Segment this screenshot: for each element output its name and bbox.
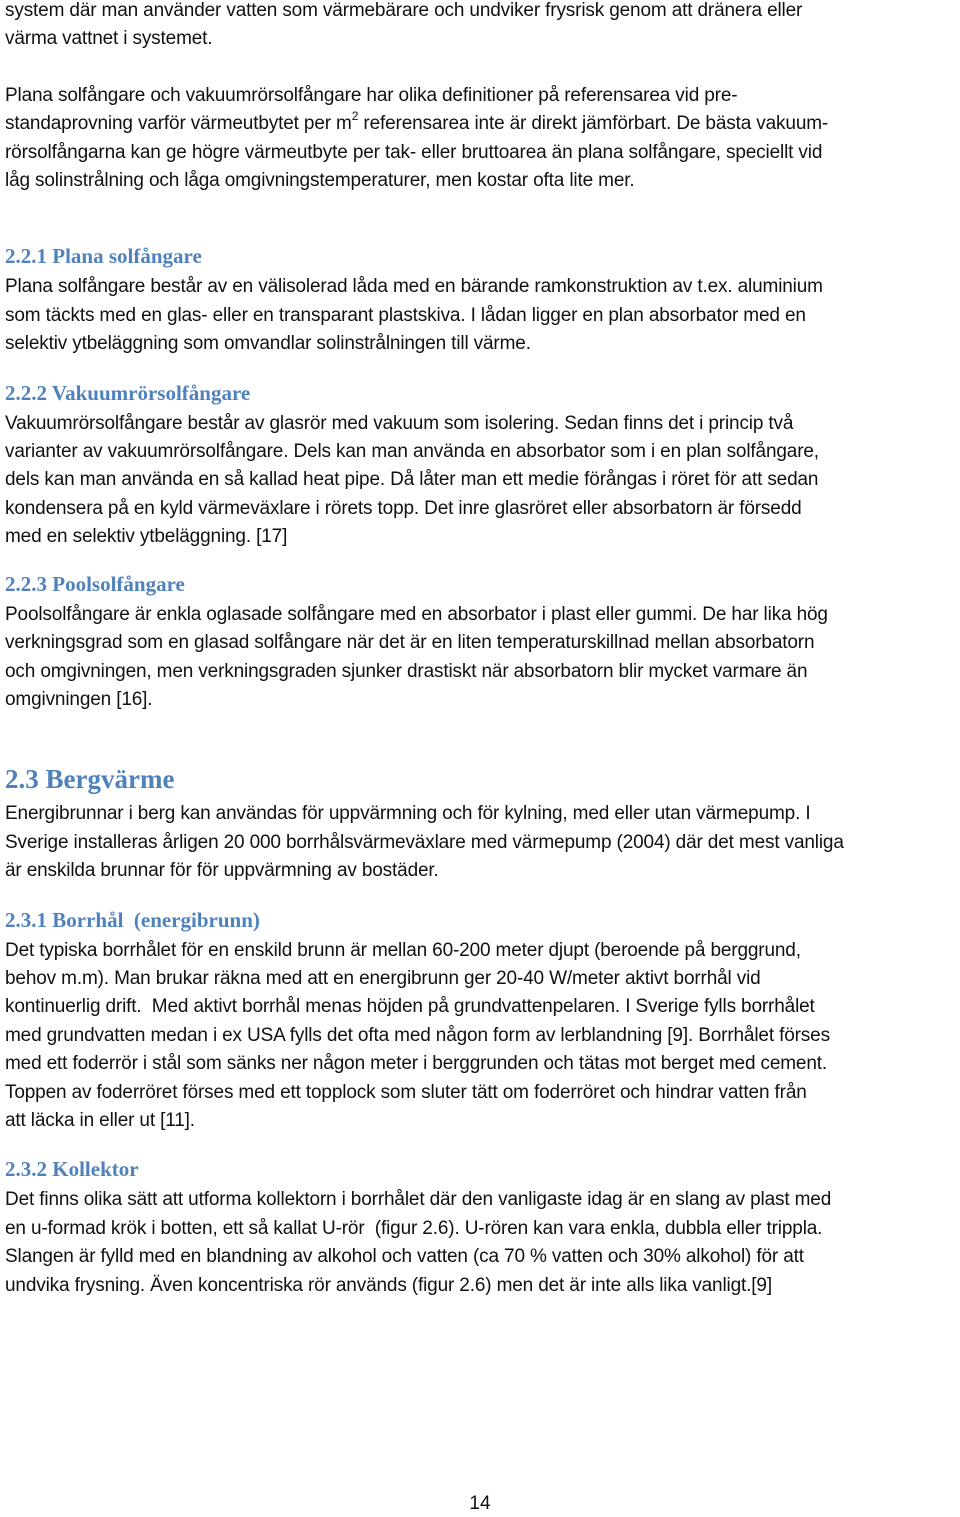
section-paragraph	[5, 601, 955, 715]
text-line: med grundvatten medan i ex USA fylls det ofta med någon form av lerblandning [9]. Borrhålet förses	[5, 1024, 830, 1046]
document-page	[5, 0, 955, 1300]
section-heading-2-3-1: 2.3.1 Borrhål (energibrunn)	[5, 907, 260, 932]
text-line: dels kan man använda en så kallad heat pipe. Då låter man ett medie förångas i röret för att sedan	[5, 469, 819, 491]
text-line: Energibrunnar i berg kan användas för uppvärmning och för kylning, med eller utan värmepump. I	[5, 803, 811, 825]
text-line: omgivningen [16].	[5, 688, 153, 710]
intro-paragraph-2	[5, 82, 955, 196]
section-heading-2-2-2: 2.2.2 Vakuumrörsolfångare	[5, 380, 251, 405]
text-line: med en selektiv ytbeläggning. [17]	[5, 526, 288, 548]
text-line: kondensera på en kyld värmeväxlare i rörets topp. Det inre glasröret eller absorbatorn är försedd	[5, 497, 802, 519]
text-line: Poolsolfångare är enkla oglasade solfångare med en absorbator i plast eller gummi. De har lika hög	[5, 603, 828, 625]
section-paragraph	[5, 273, 955, 358]
section-heading-2-3-2: 2.3.2 Kollektor	[5, 1157, 139, 1182]
text-line: Det finns olika sätt att utforma kollektorn i borrhålet där den vanligaste idag är en slang av plast med	[5, 1189, 832, 1211]
section-paragraph	[5, 410, 955, 552]
text-line: Vakuumrörsolfångare består av glasrör med vakuum som isolering. Sedan finns det i princip två	[5, 412, 794, 434]
section-paragraph	[5, 1186, 955, 1300]
text-line: system där man använder vatten som värmebärare och undviker frysrisk genom att dränera eller	[5, 0, 803, 21]
superscript: 2	[351, 108, 359, 123]
text-line: Slangen är fylld med en blandning av alkohol och vatten (ca 70 % vatten och 30% alkohol) för att	[5, 1246, 804, 1268]
text-line: Plana solfångare och vakuumrörsolfångare har olika definitioner på referensarea vid pre-	[5, 84, 738, 106]
text-line: låg solinstrålning och låga omgivningstemperaturer, men kostar ofta lite mer.	[5, 170, 635, 192]
page-number: 14	[469, 1493, 491, 1514]
section-paragraph	[5, 937, 955, 1136]
text-line: kontinuerlig drift. Med aktivt borrhål menas höjden på grundvattenpelaren. I Sverige fylls borrhålet	[5, 996, 815, 1018]
text-line: med ett foderrör i stål som sänks ner någon meter i berggrunden och tätas mot berget med cement.	[5, 1053, 828, 1075]
text-line: värma vattnet i systemet.	[5, 28, 213, 50]
section-heading-2-2-1: 2.2.1 Plana solfångare	[5, 244, 202, 269]
text-line: rörsolfångarna kan ge högre värmeutbyte per tak- eller bruttoarea än plana solfångare, speciellt vid	[5, 141, 823, 163]
text-line: selektiv ytbeläggning som omvandlar solinstrålningen till värme.	[5, 333, 531, 355]
section-paragraph	[5, 800, 955, 885]
text-line: Sverige installeras årligen 20 000 borrhålsvärmeväxlare med värmepump (2004) där det mest vanliga	[5, 831, 844, 853]
text-line: varianter av vakuumrörsolfångare. Dels kan man använda en absorbator som i en plan solfångare,	[5, 441, 819, 463]
text-line: behov m.m). Man brukar räkna med att en energibrunn ger 20-40 W/meter aktivt borrhål vid	[5, 967, 761, 989]
section-heading-2-3: 2.3 Bergvärme	[5, 764, 175, 795]
intro-paragraph-1	[5, 0, 955, 54]
text-line: att läcka in eller ut [11].	[5, 1109, 195, 1131]
text-line: som täckts med en glas- eller en transparant plastskiva. I lådan ligger en plan absorbator med en	[5, 304, 806, 326]
text-line: Toppen av foderröret förses med ett topplock som sluter tätt om foderröret och hindrar vatten från	[5, 1081, 807, 1103]
text-line: Plana solfångare består av en välisolerad låda med en bärande ramkonstruktion av t.ex. aluminium	[5, 276, 823, 298]
text-line: en u-formad krök i botten, ett så kallat U-rör (figur 2.6). U-rören kan vara enkla, dubbla eller trippla.	[5, 1217, 823, 1239]
text-line: och omgivningen, men verkningsgraden sjunker drastiskt när absorbatorn blir mycket varmare än	[5, 660, 808, 682]
text-line: verkningsgrad som en glasad solfångare när det är en liten temperaturskillnad mellan absorbatorn	[5, 632, 815, 654]
text-line: är enskilda brunnar för för uppvärmning av bostäder.	[5, 860, 439, 882]
text-line: standaprovning varför värmeutbytet per m	[5, 113, 352, 135]
section-heading-2-2-3: 2.2.3 Poolsolfångare	[5, 571, 185, 596]
text-line: undvika frysning. Även koncentriska rör används (figur 2.6) men det är inte alls lika vanligt.[9]	[5, 1274, 772, 1296]
text-line: Det typiska borrhålet för en enskild brunn är mellan 60-200 meter djupt (beroende på berggrund,	[5, 939, 801, 961]
text-line: referensarea inte är direkt jämförbart. De bästa vakuum-	[358, 113, 829, 135]
